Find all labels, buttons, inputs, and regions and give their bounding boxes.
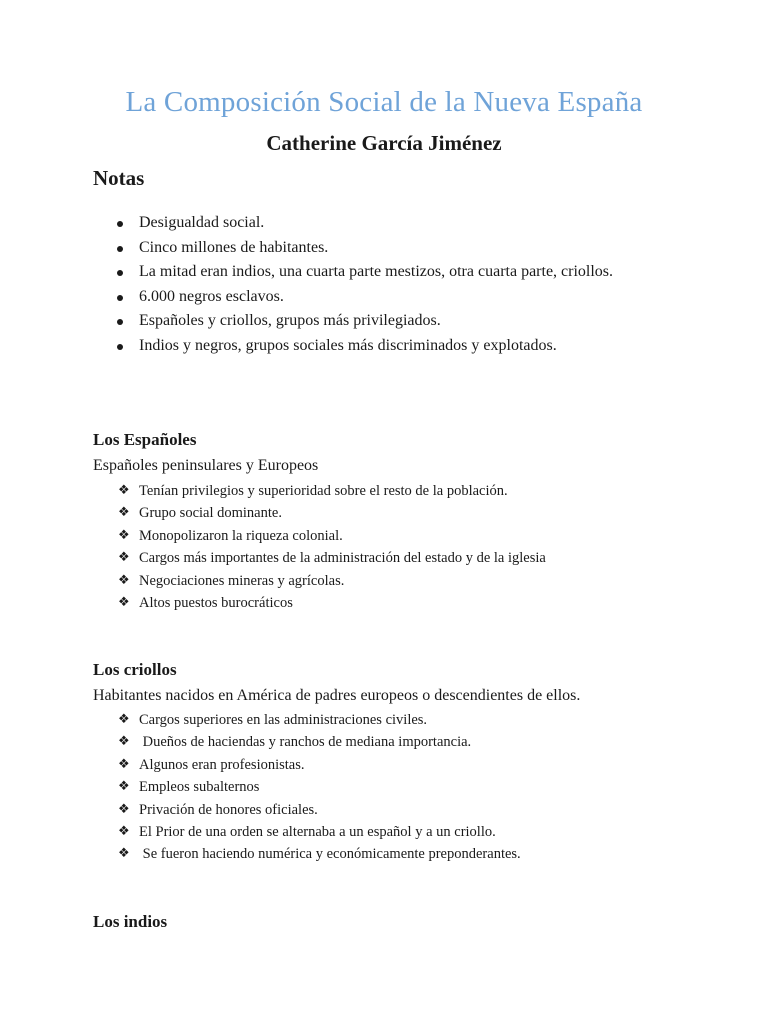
list-item: ❖ Empleos subalternos <box>93 776 693 798</box>
diamond-bullet-icon: ❖ <box>118 483 130 498</box>
list-item: ❖ Monopolizaron la riqueza colonial. <box>93 525 693 547</box>
list-item: ❖ Cargos más importantes de la administración del estado y de la iglesia <box>93 547 693 569</box>
list-item: 6.000 negros esclavos. <box>93 285 673 310</box>
list-item: ❖ Privación de honores oficiales. <box>93 799 693 821</box>
list-item: Españoles y criollos, grupos más privilegiados. <box>93 309 673 334</box>
list-item: ❖ El Prior de una orden se alternaba a un español y a un criollo. <box>93 821 693 843</box>
notes-heading: Notas <box>93 166 145 190</box>
diamond-bullet-icon: ❖ <box>118 734 130 750</box>
author-name: Catherine García Jiménez <box>266 131 502 155</box>
list-item: ❖ Tenían privilegios y superioridad sobre el resto de la población. <box>93 480 693 502</box>
diamond-bullet-icon: ❖ <box>118 846 130 862</box>
diamond-bullet-icon: ❖ <box>118 595 130 611</box>
section-heading-criollos: Los criollos <box>93 660 177 679</box>
list-item: La mitad eran indios, una cuarta parte mestizos, otra cuarta parte, criollos. <box>93 260 673 285</box>
list-item: ❖ Dueños de haciendas y ranchos de mediana importancia. <box>93 731 693 753</box>
notes-list <box>93 211 673 358</box>
diamond-bullet-icon: ❖ <box>118 505 130 521</box>
diamond-bullet-icon: ❖ <box>118 756 130 772</box>
diamond-bullet-icon: ❖ <box>118 572 130 588</box>
list-item: Desigualdad social. <box>93 211 673 236</box>
list-item: ❖ Algunos eran profesionistas. <box>93 754 693 776</box>
list-item: Cinco millones de habitantes. <box>93 236 673 261</box>
diamond-bullet-icon: ❖ <box>118 824 130 840</box>
list-item: ❖ Se fueron haciendo numérica y económicamente preponderantes. <box>93 843 693 865</box>
criollos-list <box>93 709 693 866</box>
section-subtitle-criollos: Habitantes nacidos en América de padres europeos o descendientes de ellos. <box>93 687 581 704</box>
page-title: La Composición Social de la Nueva España <box>125 86 643 118</box>
diamond-bullet-icon: ❖ <box>118 801 130 817</box>
list-item: ❖ Altos puestos burocráticos <box>93 592 693 614</box>
list-item: ❖ Negociaciones mineras y agrícolas. <box>93 570 693 592</box>
section-subtitle-espanoles: Españoles peninsulares y Europeos <box>93 457 319 474</box>
diamond-bullet-icon: ❖ <box>118 779 130 795</box>
diamond-bullet-icon: ❖ <box>118 712 130 727</box>
section-heading-espanoles: Los Españoles <box>93 430 197 449</box>
list-item: Indios y negros, grupos sociales más discriminados y explotados. <box>93 334 673 359</box>
diamond-bullet-icon: ❖ <box>118 550 130 566</box>
list-item: ❖ Cargos superiores en las administraciones civiles. <box>93 709 693 731</box>
list-item: ❖ Grupo social dominante. <box>93 502 693 524</box>
espanoles-list <box>93 480 693 614</box>
diamond-bullet-icon: ❖ <box>118 527 130 543</box>
section-heading-indios: Los indios <box>93 912 168 931</box>
